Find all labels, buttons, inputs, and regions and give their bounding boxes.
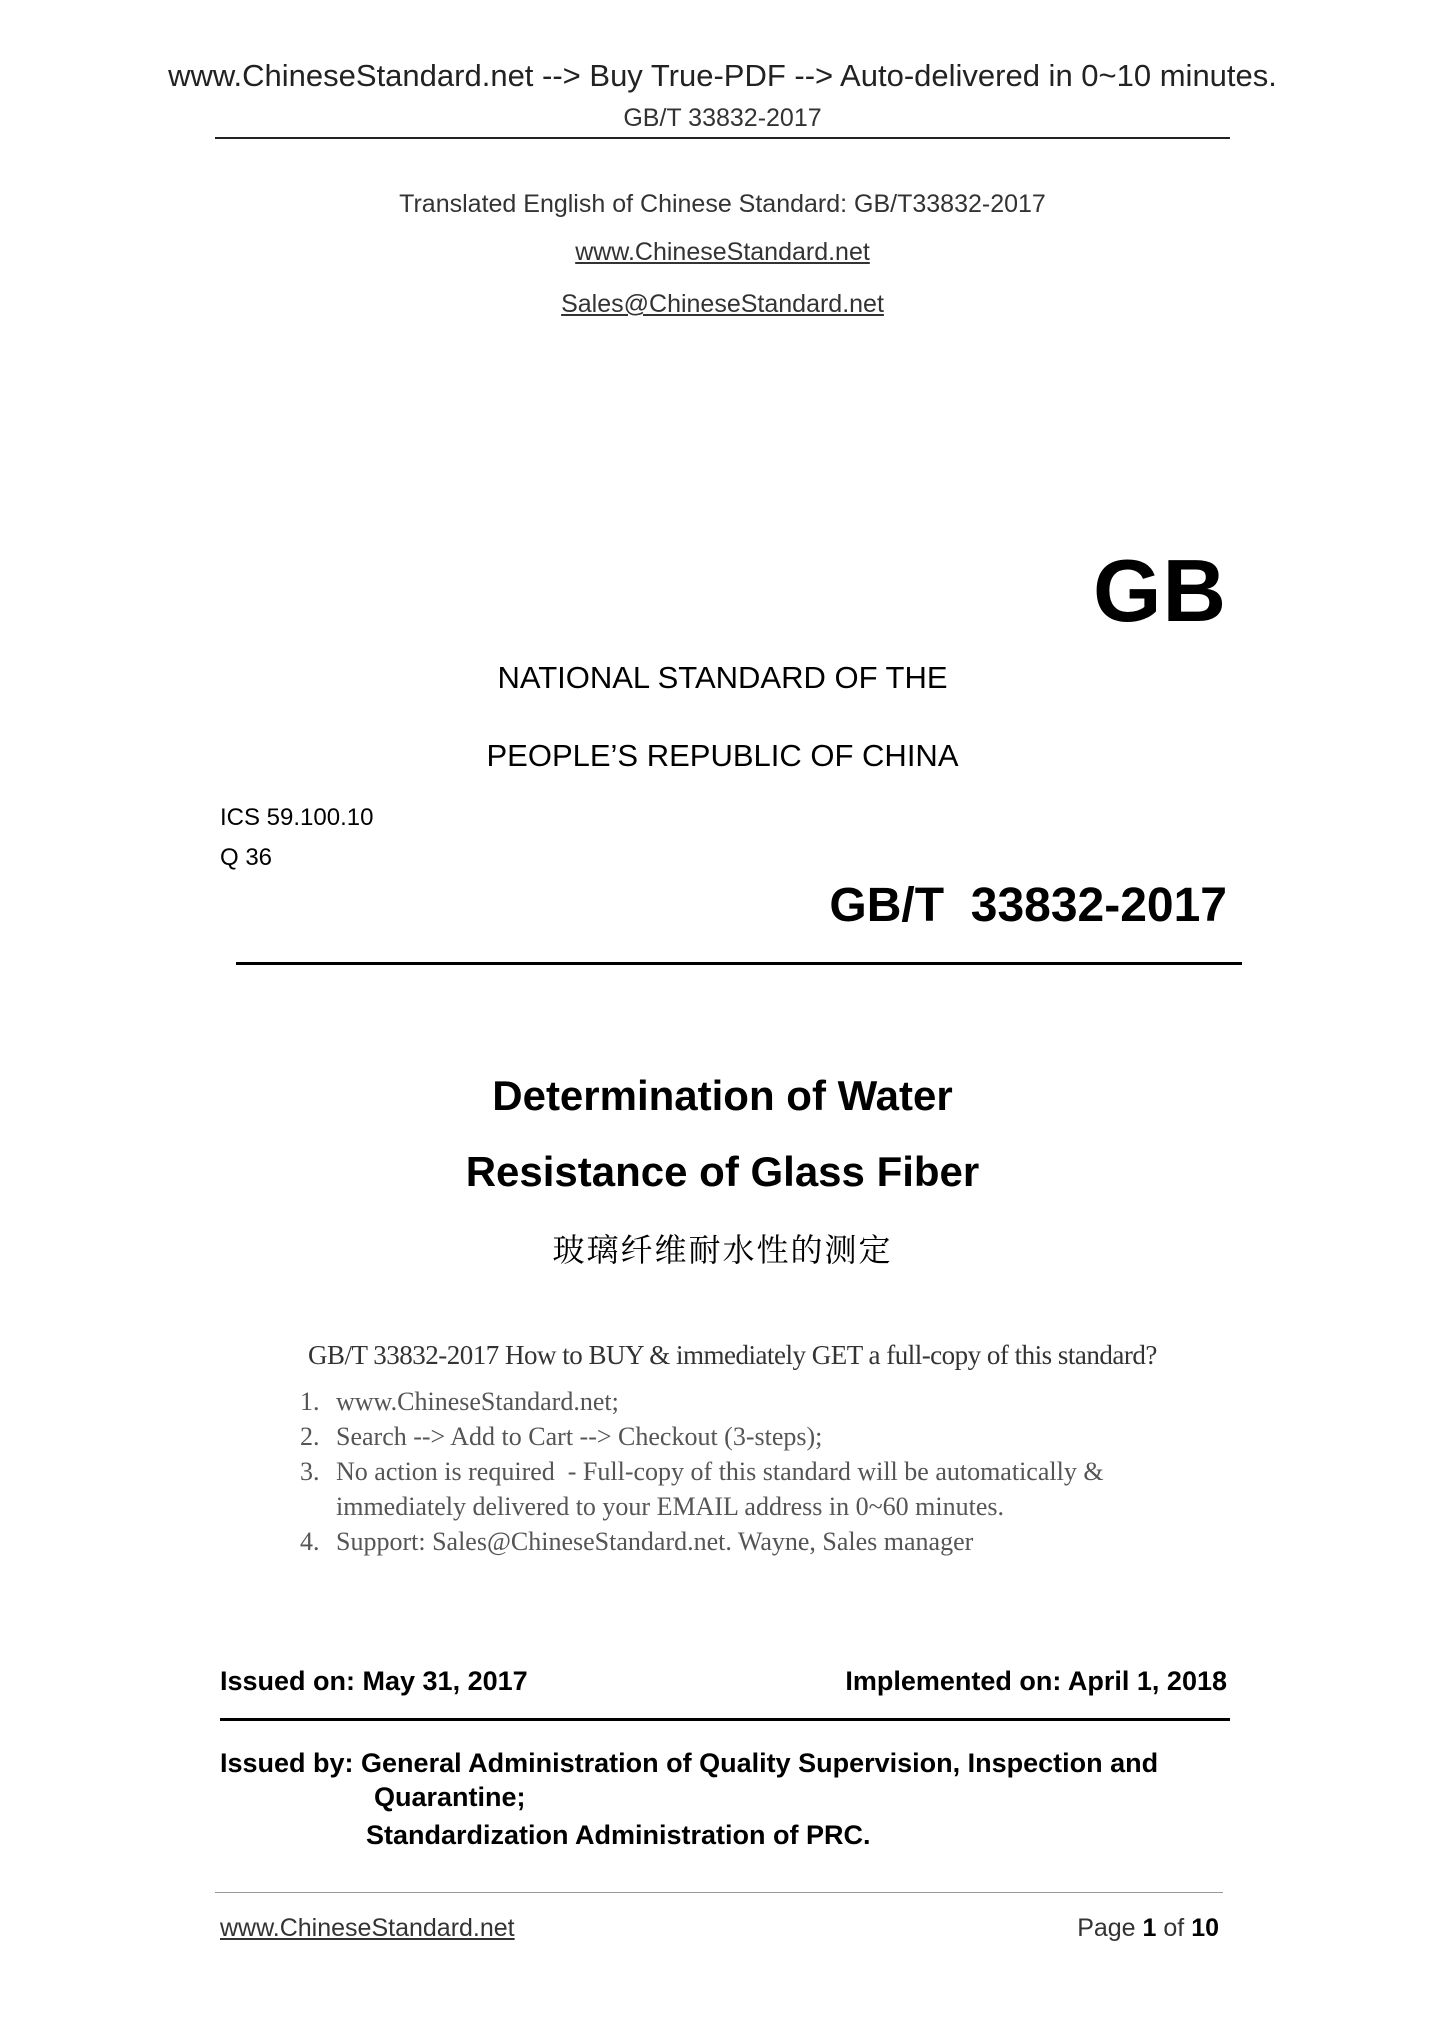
page-indicator [1077,1914,1219,1943]
step-text: No action is required - Full-copy of this standard will be automatically & immediately delivered to your EMAIL address in 0~60 minutes. [336,1457,1111,1521]
footer-divider [215,1892,1223,1893]
list-item [300,1524,1216,1559]
issuer-line1: Issued by: General Administration of Quality Supervision, Inspection and [220,1748,1159,1778]
implemented-date: Implemented on: April 1, 2018 [845,1666,1227,1696]
step-number: 4. [300,1527,320,1556]
page-current: 1 [1142,1914,1157,1942]
top-banner: www.ChineseStandard.net --> Buy True-PDF --> Auto-delivered in 0~10 minutes. [168,58,1277,93]
ics-code: ICS 59.100.10 [220,804,374,831]
list-item [300,1384,1216,1419]
footer-link-row [220,1914,515,1943]
class-code: Q 36 [220,844,273,871]
step-number: 3. [300,1457,320,1486]
title-chinese: 玻璃纤维耐水性的测定 [552,1231,893,1269]
gb-mark: GB [1093,541,1227,640]
title-line1: Determination of Water [492,1072,953,1119]
step-text: Support: Sales@ChineseStandard.net. Wayne, Sales manager [336,1527,974,1556]
standard-divider [236,962,1242,965]
step-text: Search --> Add to Cart --> Checkout (3-steps); [336,1422,823,1451]
website-link[interactable]: www.ChineseStandard.net [575,238,870,266]
page-total: 10 [1191,1914,1219,1942]
step-number: 2. [300,1422,320,1451]
page-of: of [1156,1914,1192,1942]
footer-website-link[interactable]: www.ChineseStandard.net [220,1914,515,1942]
buy-steps-list [300,1384,1216,1559]
email-link[interactable]: Sales@ChineseStandard.net [561,290,884,318]
issuer-line2: Quarantine; [374,1782,526,1812]
page-prefix: Page [1077,1914,1143,1942]
national-standard-line1: NATIONAL STANDARD OF THE [497,660,948,695]
translation-url-row [0,238,1445,267]
header-doc-code: GB/T 33832-2017 [623,104,822,132]
title-line2: Resistance of Glass Fiber [465,1148,980,1195]
national-standard-line2: PEOPLE’S REPUBLIC OF CHINA [486,738,959,773]
header-divider [215,137,1230,139]
translation-line: Translated English of Chinese Standard: GB/T33832-2017 [399,190,1046,218]
translation-email-row [0,290,1445,319]
list-item [300,1454,1216,1524]
issued-date: Issued on: May 31, 2017 [220,1666,528,1696]
buy-heading: GB/T 33832-2017 How to BUY & immediately GET a full-copy of this standard? [308,1340,1157,1370]
step-number: 1. [300,1387,320,1416]
step-text: www.ChineseStandard.net; [336,1387,619,1416]
standard-number: GB/T 33832-2017 [829,879,1227,932]
list-item [300,1419,1216,1454]
classification-block [220,798,373,878]
issuer-line3: Standardization Administration of PRC. [366,1820,871,1850]
dates-divider [220,1718,1230,1721]
